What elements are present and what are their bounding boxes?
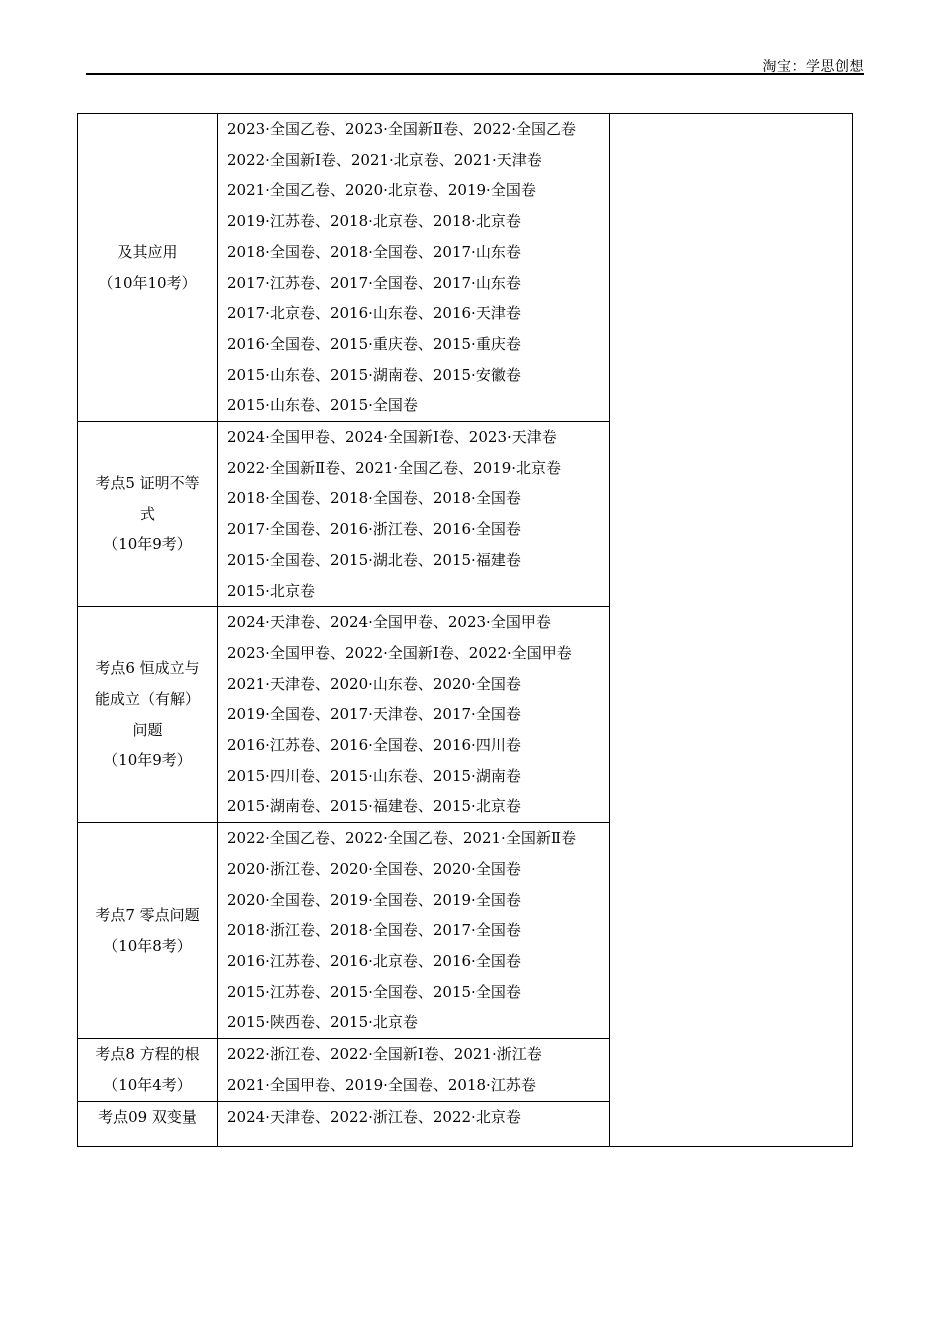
topic-line: 考点8 方程的根 (95, 1045, 200, 1064)
exam-line: 2020·浙江卷、2020·全国卷、2020·全国卷 (227, 859, 521, 878)
exam-line: 2015·湖南卷、2015·福建卷、2015·北京卷 (227, 797, 521, 816)
topic-cell (78, 114, 218, 422)
exam-line: 2015·山东卷、2015·全国卷 (227, 396, 418, 415)
topic-line: 问题 (132, 720, 163, 739)
exam-line: 2015·陕西卷、2015·北京卷 (227, 1013, 418, 1032)
exam-line: 2015·山东卷、2015·湖南卷、2015·安徽卷 (227, 365, 521, 384)
exam-line: 2015·江苏卷、2015·全国卷、2015·全国卷 (227, 982, 521, 1001)
exam-list-cell (218, 823, 610, 1039)
topic-line: 考点7 零点问题 (95, 905, 200, 924)
topic-cell (78, 1039, 218, 1101)
topic-line: 考点5 证明不等 (95, 474, 200, 493)
exam-list-cell (218, 1101, 610, 1146)
exam-list-cell (218, 422, 610, 607)
exam-line: 2024·全国甲卷、2024·全国新Ⅰ卷、2023·天津卷 (227, 428, 557, 447)
exam-line: 2021·天津卷、2020·山东卷、2020·全国卷 (227, 674, 521, 693)
exam-line: 2021·全国甲卷、2019·全国卷、2018·江苏卷 (227, 1075, 536, 1094)
exam-line: 2019·全国卷、2017·天津卷、2017·全国卷 (227, 705, 521, 724)
exam-line: 2018·全国卷、2018·全国卷、2017·山东卷 (227, 242, 521, 261)
exam-line: 2019·江苏卷、2018·北京卷、2018·北京卷 (227, 212, 521, 231)
exam-line: 2022·全国新Ⅰ卷、2021·北京卷、2021·天津卷 (227, 150, 542, 169)
exam-line: 2015·全国卷、2015·湖北卷、2015·福建卷 (227, 550, 521, 569)
exam-line: 2022·全国乙卷、2022·全国乙卷、2021·全国新Ⅱ卷 (227, 829, 577, 848)
exam-line: 2023·全国甲卷、2022·全国新Ⅰ卷、2022·全国甲卷 (227, 643, 572, 662)
exam-line: 2022·全国新Ⅱ卷、2021·全国乙卷、2019·北京卷 (227, 458, 562, 477)
topic-cell (78, 823, 218, 1039)
exam-list-cell (218, 114, 610, 422)
exam-line: 2024·天津卷、2024·全国甲卷、2023·全国甲卷 (227, 613, 551, 632)
empty-column-cell (610, 114, 853, 1147)
exam-line: 2024·天津卷、2022·浙江卷、2022·北京卷 (227, 1107, 521, 1126)
exam-line: 2017·江苏卷、2017·全国卷、2017·山东卷 (227, 273, 521, 292)
exam-line: 2015·四川卷、2015·山东卷、2015·湖南卷 (227, 766, 521, 785)
topic-cell (78, 1101, 218, 1146)
exam-list-cell (218, 607, 610, 823)
topic-cell (78, 422, 218, 607)
exam-line: 2018·浙江卷、2018·全国卷、2017·全国卷 (227, 921, 521, 940)
topic-line: 及其应用 (117, 242, 178, 261)
exam-list-cell (218, 1039, 610, 1101)
exam-line: 2016·江苏卷、2016·北京卷、2016·全国卷 (227, 951, 521, 970)
exam-line: 2015·北京卷 (227, 581, 315, 600)
page-header-text: 淘宝：学思创想 (762, 59, 864, 75)
header-divider (86, 73, 864, 75)
exam-line: 2023·全国乙卷、2023·全国新Ⅱ卷、2022·全国乙卷 (227, 120, 577, 138)
topic-line: 能成立（有解） (94, 690, 200, 708)
topic-line: （10年9考） (103, 751, 192, 770)
exam-line: 2017·北京卷、2016·山东卷、2016·天津卷 (227, 304, 521, 323)
topic-line: 考点09 双变量 (98, 1107, 197, 1126)
topic-line: 考点6 恒成立与 (95, 659, 200, 678)
exam-line: 2016·全国卷、2015·重庆卷、2015·重庆卷 (227, 334, 521, 353)
topic-line: （10年9考） (103, 535, 192, 554)
topic-line: （10年8考） (103, 936, 192, 955)
exam-line: 2020·全国卷、2019·全国卷、2019·全国卷 (227, 890, 521, 909)
exam-line: 2021·全国乙卷、2020·北京卷、2019·全国卷 (227, 181, 536, 200)
exam-topic-table (77, 113, 853, 1147)
topic-line: 式 (139, 504, 155, 523)
topic-line: （10年10考） (98, 273, 197, 292)
table-row (78, 114, 853, 422)
exam-line: 2022·浙江卷、2022·全国新Ⅰ卷、2021·浙江卷 (227, 1045, 542, 1064)
exam-line: 2018·全国卷、2018·全国卷、2018·全国卷 (227, 489, 521, 508)
topic-line: （10年4考） (103, 1075, 192, 1094)
exam-line: 2016·江苏卷、2016·全国卷、2016·四川卷 (227, 736, 521, 755)
exam-line: 2017·全国卷、2016·浙江卷、2016·全国卷 (227, 520, 521, 539)
topic-cell (78, 607, 218, 823)
